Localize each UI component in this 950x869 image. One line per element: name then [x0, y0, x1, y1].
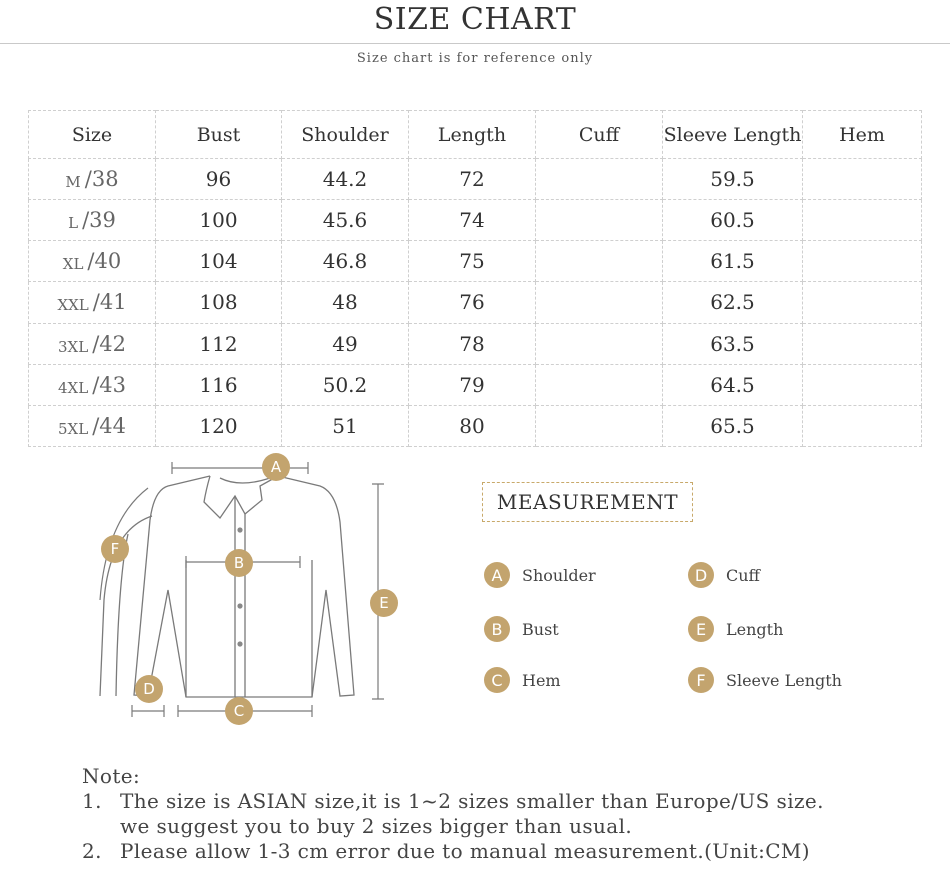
- marker-c: [225, 697, 253, 725]
- size-cell: [29, 364, 156, 405]
- legend-item-shoulder: [484, 562, 596, 588]
- note-continuation: we suggest you to buy 2 sizes bigger than usual.: [120, 814, 633, 838]
- hem-cell: [803, 323, 922, 364]
- hem-cell: [803, 159, 922, 200]
- bust-cell: 112: [156, 323, 282, 364]
- size-number: /43: [92, 372, 126, 397]
- legend-label: Length: [726, 619, 784, 639]
- measurement-heading: MEASUREMENT: [482, 482, 693, 522]
- legend-label: Hem: [522, 670, 561, 690]
- size-number: /44: [92, 413, 126, 438]
- legend-label: Bust: [522, 619, 559, 639]
- shoulder-cell: 46.8: [282, 241, 409, 282]
- dimension-line-cuff: [132, 705, 164, 717]
- badge-c: C: [484, 667, 510, 693]
- bust-cell: 100: [156, 200, 282, 241]
- length-cell: 79: [409, 364, 536, 405]
- sleeve-length-cell: 60.5: [663, 200, 803, 241]
- hem-cell: [803, 364, 922, 405]
- marker-e: [370, 589, 398, 617]
- badge-f: F: [688, 667, 714, 693]
- cuff-cell: [536, 241, 663, 282]
- hem-cell: [803, 200, 922, 241]
- sleeve-length-cell: 65.5: [663, 405, 803, 446]
- size-number: /42: [92, 331, 126, 356]
- page-title: SIZE CHART: [373, 2, 577, 37]
- hem-cell: [803, 405, 922, 446]
- shoulder-cell: 45.6: [282, 200, 409, 241]
- page-subtitle: Size chart is for reference only: [356, 51, 594, 66]
- length-cell: 75: [409, 241, 536, 282]
- shirt-button: [237, 527, 242, 532]
- table-row: [29, 282, 922, 323]
- notes-heading: Note:: [82, 764, 141, 788]
- note-number: 2.: [82, 839, 102, 863]
- size-cell: [29, 282, 156, 323]
- legend-label: Cuff: [726, 565, 760, 585]
- cuff-cell: [536, 159, 663, 200]
- size-cell: [29, 159, 156, 200]
- table-row: [29, 200, 922, 241]
- sleeve-length-cell: 62.5: [663, 282, 803, 323]
- shirt-diagram: [90, 450, 420, 730]
- table-header-row: [29, 111, 922, 159]
- cuff-cell: [536, 200, 663, 241]
- table-row: [29, 323, 922, 364]
- bust-cell: 116: [156, 364, 282, 405]
- shirt-button: [237, 603, 242, 608]
- size-number: /41: [92, 290, 127, 315]
- badge-b: B: [484, 616, 510, 642]
- sleeve-length-cell: 61.5: [663, 241, 803, 282]
- shoulder-cell: 48: [282, 282, 409, 323]
- shoulder-cell: 44.2: [282, 159, 409, 200]
- table-row: [29, 364, 922, 405]
- hem-cell: [803, 241, 922, 282]
- size-letter: 3XL: [58, 337, 89, 356]
- length-cell: 78: [409, 323, 536, 364]
- table-row: [29, 405, 922, 446]
- legend-label: Sleeve Length: [726, 670, 842, 690]
- legend-item-cuff: [688, 562, 760, 588]
- legend-item-length: [688, 616, 783, 642]
- shoulder-cell: 49: [282, 323, 409, 364]
- badge-e: E: [688, 616, 714, 642]
- size-letter: 4XL: [58, 378, 89, 397]
- marker-f: [101, 535, 129, 563]
- size-letter: M: [65, 173, 81, 192]
- bust-cell: 108: [156, 282, 282, 323]
- size-number: /40: [87, 249, 122, 274]
- column-header-cuff: Cuff: [536, 111, 663, 159]
- marker-d: [135, 675, 163, 703]
- bust-cell: 104: [156, 241, 282, 282]
- sleeve-length-cell: 64.5: [663, 364, 803, 405]
- length-cell: 72: [409, 159, 536, 200]
- size-cell: [29, 200, 156, 241]
- size-letter: XL: [62, 255, 84, 274]
- note-text: Please allow 1-3 cm error due to manual measurement.(Unit:CM): [120, 839, 810, 863]
- sleeve-length-cell: 59.5: [663, 159, 803, 200]
- svg-text:C: C: [233, 702, 245, 720]
- cuff-cell: [536, 364, 663, 405]
- legend-item-bust: [484, 616, 559, 642]
- shirt-button: [237, 641, 242, 646]
- shoulder-cell: 51: [282, 405, 409, 446]
- badge-a: A: [484, 562, 510, 588]
- size-letter: XXL: [57, 296, 89, 315]
- sleeve-length-cell: 63.5: [663, 323, 803, 364]
- column-header-shoulder: Shoulder: [282, 111, 409, 159]
- shoulder-cell: 50.2: [282, 364, 409, 405]
- bust-cell: 96: [156, 159, 282, 200]
- length-cell: 76: [409, 282, 536, 323]
- length-cell: 80: [409, 405, 536, 446]
- marker-a: [262, 453, 290, 481]
- shirt-collar: [204, 476, 278, 518]
- legend-item-sleeve-length: [688, 667, 842, 693]
- note-item: [82, 839, 824, 864]
- table-row: [29, 241, 922, 282]
- size-cell: [29, 323, 156, 364]
- svg-text:D: D: [143, 680, 155, 698]
- svg-text:F: F: [110, 540, 120, 558]
- length-cell: 74: [409, 200, 536, 241]
- column-header-sleeve-length: Sleeve Length: [663, 111, 803, 159]
- size-table: [28, 110, 922, 447]
- note-item: [82, 789, 824, 814]
- cuff-cell: [536, 323, 663, 364]
- column-header-bust: Bust: [156, 111, 282, 159]
- cuff-cell: [536, 405, 663, 446]
- shirt-outline: [134, 476, 354, 697]
- size-letter: 5XL: [58, 419, 89, 438]
- column-header-size: Size: [29, 111, 156, 159]
- size-cell: [29, 405, 156, 446]
- size-number: /38: [84, 167, 119, 192]
- size-cell: [29, 241, 156, 282]
- svg-text:E: E: [379, 594, 389, 612]
- svg-text:A: A: [270, 458, 282, 476]
- table-row: [29, 159, 922, 200]
- size-letter: L: [68, 214, 79, 233]
- hem-cell: [803, 282, 922, 323]
- size-number: /39: [82, 208, 116, 233]
- note-text: The size is ASIAN size,it is 1~2 sizes smaller than Europe/US size.: [120, 789, 824, 813]
- svg-text:B: B: [233, 554, 245, 572]
- legend-label: Shoulder: [522, 565, 596, 585]
- bust-cell: 120: [156, 405, 282, 446]
- badge-d: D: [688, 562, 714, 588]
- notes-section: [82, 764, 824, 864]
- column-header-length: Length: [409, 111, 536, 159]
- legend-item-hem: [484, 667, 561, 693]
- marker-b: [225, 549, 253, 577]
- column-header-hem: Hem: [803, 111, 922, 159]
- note-number: 1.: [82, 789, 102, 813]
- cuff-cell: [536, 282, 663, 323]
- title-divider: [0, 43, 950, 44]
